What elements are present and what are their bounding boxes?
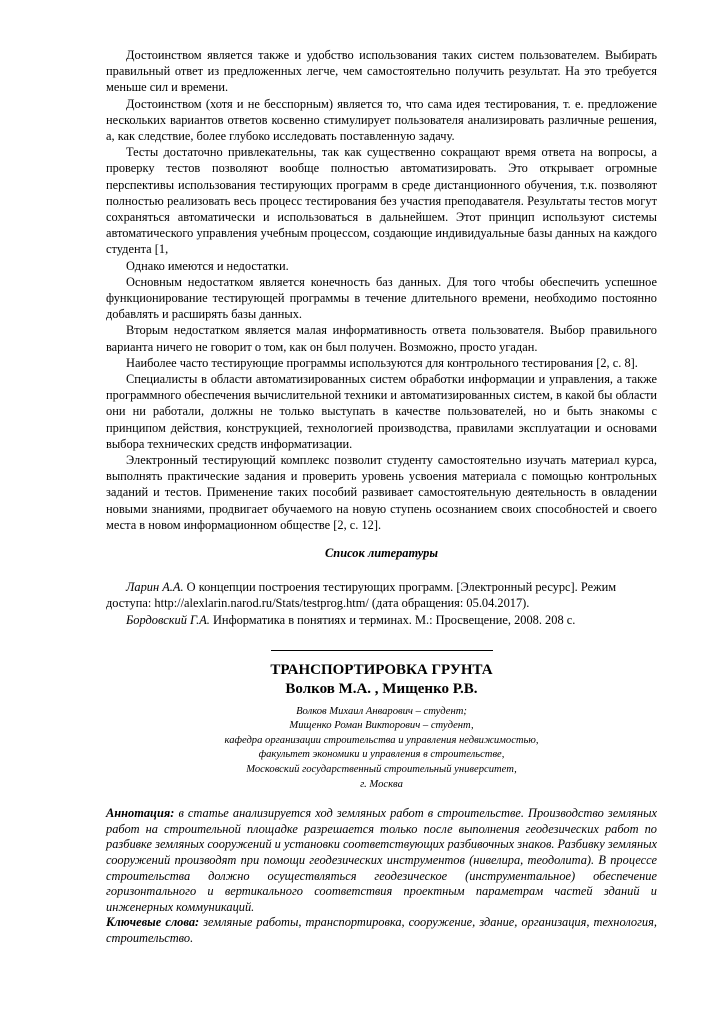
body-paragraph: Достоинством (хотя и не бесспорным) является то, что сама идея тестирования, т. е. предложение нескольких вариантов ответов косвенно стимулирует пользователя анализировать различные решения, а, как следствие, более глубоко исследовать поставленную задачу. (106, 96, 657, 144)
reference-author: Ларин А.А. (126, 580, 184, 595)
affiliation-line: факультет экономики и управления в строительстве, (258, 749, 505, 761)
reference-text: О концепции построения тестирующих программ. [Электронный ресурс]. Режим доступа: http://alexlarin.narod.ru/Stats/testprog.htm/ (дата обращения: 05.04.2017). (106, 580, 617, 611)
affiliation-block (106, 705, 657, 793)
reference-item (106, 612, 657, 628)
body-paragraph: Вторым недостатком является малая информативность ответа пользователя. Выбор правильного варианта ничего не говорит о том, как он был получен. Возможно, просто угадан. (106, 323, 657, 354)
article-authors: Волков М.А. , Мищенко Р.В. (285, 680, 478, 697)
affiliation-line: г. Москва (360, 778, 403, 790)
body-paragraph: Тесты достаточно привлекательны, так как существенно сокращают время ответа на вопросы, а проверку тестов позволяют вообще полностью автоматизировать. Это открывает огромные перспективы использования тестирующих программ в среде дистанционного обучения, т.к. позволяют полностью реализовать весь процесс тестирования без участия преподавателя. Результаты тестов могут сохраняться автоматически и использоваться в дальнейшем. Этот принцип используют системы автоматического управления учебным процессом, создающие индивидуальные базы данных на каждого студента [1, (106, 145, 657, 257)
section-divider (271, 650, 493, 651)
body-paragraph: Достоинством является также и удобство использования таких систем пользователем. Выбирать правильный ответ из предложенных легче, чем самостоятельно получить результат. На это требуется меньше сил и времени. (106, 48, 657, 95)
document-page (106, 47, 657, 947)
body-paragraph: Электронный тестирующий комплекс позволит студенту самостоятельно изучать материал курса, выполнять практические задания и проверить уровень усвоения материала с помощью контрольных заданий и тестов. Применение таких пособий развивает самостоятельную деятельность в овладении новыми знаниями, продвигает обучаемого на новую ступень осознанием своих способностей и своего места в новом информационном обществе [2, с. 12]. (106, 453, 657, 532)
body-paragraph: Наиболее часто тестирующие программы используются для контрольного тестирования [2, с. 8]. (126, 355, 638, 370)
references-heading: Список литературы (325, 546, 438, 561)
affiliation-line: кафедра организации строительства и управления недвижимостью, (224, 734, 539, 746)
affiliation-line: Волков Михаил Анварович – студент; (296, 705, 467, 717)
affiliation-line: Мищенко Роман Викторович – студент, (289, 720, 474, 732)
reference-text: Информатика в понятиях и терминах. М.: Просвещение, 2008. 208 с. (209, 612, 576, 627)
body-paragraph: Специалисты в области автоматизированных систем обработки информации и управления, а также программного обеспечения вычислительной техники и автоматизированных систем, в какой бы области они ни работали, должны не только выступать в качестве пользователей, но и быть знакомы с принципом действия, конструкцией, технологией производства, правилами эксплуатации и основами выбора технических средств информатизации. (106, 372, 657, 451)
abstract-block (106, 806, 657, 946)
body-paragraph: Основным недостатком является конечность баз данных. Для того чтобы обеспечить успешное функционирование тестирующей программы в течение длительного времени, необходимо постоянно добавлять и расширять базы данных. (106, 274, 657, 322)
reference-author: Бордовский Г.А. (126, 612, 210, 627)
abstract-label: Аннотация: (106, 806, 175, 821)
affiliation-line: Московский государственный строительный университет, (246, 764, 517, 776)
article-title: ТРАНСПОРТИРОВКА ГРУНТА (270, 661, 493, 678)
keywords-label: Ключевые слова: (106, 915, 200, 930)
body-paragraph: Однако имеются и недостатки. (126, 258, 289, 273)
abstract-text: в статье анализируется ход земляных работ в строительстве. Производство земляных работ на строительной площадке разрешается только после выполнения геодезических работ по разбивке земляных сооружений и установки соответствующих разбивочных знаков. Разбивку земляных сооружений производят при помощи геодезических инструментов (нивелира, теодолита). В процессе строительства должно осуществляться геодезическое (инструментальное) обеспечение горизонтального и вертикального соответствия проектным параметрам частей зданий и инженерных коммуникаций. (106, 806, 657, 914)
reference-item (106, 579, 657, 611)
keywords-text: земляные работы, транспортировка, сооружение, здание, организация, технология, строительство. (106, 915, 657, 946)
